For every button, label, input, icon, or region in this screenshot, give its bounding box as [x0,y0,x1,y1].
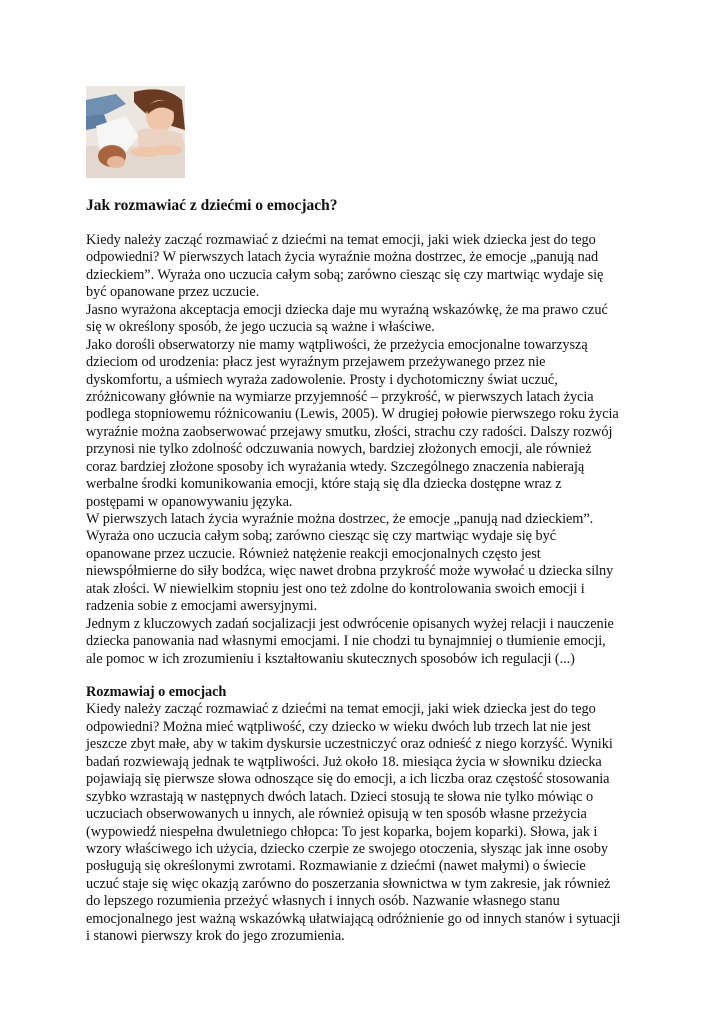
photo-illustration [86,86,185,178]
paragraph-line: wyraźnie można zaobserwować przejawy smutku, złości, strachu czy radości. Dalszy rozwój [86,423,613,440]
paragraph-line: zróżnicowany głównie na wymiarze przyjemność – przykrość, w pierwszych latach życia [86,388,594,405]
article-section-2 [86,684,646,946]
paragraph-line: opanowane przez uczucie. Również natężenie reakcji emocjonalnych często jest [86,545,541,562]
paragraph-line: Wyraża ono uczucia całym sobą; zarówno ciesząc się czy martwiąc wydaje się być [86,528,556,545]
paragraph-line: badań rozwiewają jednak te wątpliwości. Już około 18. miesiąca życia w słowniku dziecka [86,753,602,770]
paragraph-line: postępami w opanowywaniu języka. [86,493,293,510]
paragraph-line: ale pomoc w ich zrozumieniu i kształtowaniu skutecznych sposobów ich regulacji (...) [86,650,575,667]
section-heading: Rozmawiaj o emocjach [86,684,227,700]
article-section-1 [86,232,646,668]
paragraph-line: podlega stopniowemu różnicowaniu (Lewis, 2005). W drugiej połowie pierwszego roku życia [86,406,619,423]
paragraph-line: Kiedy należy zacząć rozmawiać z dziećmi na temat emocji, jaki wiek dziecka jest do tego [86,232,596,248]
article-title: Jak rozmawiać z dziećmi o emocjach? [86,197,338,214]
paragraph-line: wzory właściwego ich użycia, dziecko czerpie ze swojego otoczenia, słysząc jak inne osoby [86,840,608,857]
paragraph-line: dzieckiem”. Wyraża ono uczucia całym sobą; zarówno ciesząc się czy martwiąc wydaje się [86,266,604,283]
paragraph-line: werbalne środki komunikowania emocji, które stają się dla dziecka dostępne wraz z [86,476,562,493]
paragraph-line: i stanowi pierwszy krok do jego zrozumienia. [86,928,345,945]
paragraph-line: do lepszego rozumienia przeżyć własnych i innych osób. Nazwanie własnego stanu [86,893,560,910]
paragraph-line: posługują się określonymi zwrotami. Rozmawianie z dziećmi (nawet małymi) o świecie [86,858,586,875]
paragraph-line: radzenia sobie z emocjami awersyjnymi. [86,598,318,615]
paragraph-line: szybko wzrastają w następnych dwóch latach. Dzieci stosują te słowa nie tylko mówiąc o [86,788,594,805]
paragraph-line: dziecka panowania nad własnymi emocjami. I nie chodzi tu bynajmniej o tłumienie emocji, [86,633,606,650]
paragraph-line: W pierwszych latach życia wyraźnie można dostrzec, że emocje „panują nad dzieckiem”. [86,511,594,527]
paragraph-line: odpowiedni? Można mieć wątpliwość, czy dziecko w wieku dwóch lub trzech lat nie jest [86,718,591,735]
paragraph-line: dzieciom od urodzenia: płacz jest wyraźnym przejawem przeżywanego przez nie [86,354,546,371]
paragraph-line: przynosi nie tylko zdolność odczuwania nowych, bardziej złożonych emocji, ale również [86,441,592,458]
paragraph-line: uczuć staje się więc okazją zarówno do poszerzania słownictwa w tym zakresie, jak również [86,875,611,892]
paragraph-line: pojawiają się pierwsze słowa odnoszące się do emocji, a ich liczba oraz częstość stosowania [86,771,610,788]
paragraph-line: niewspółmierne do siły bodźca, więc nawet drobna przykrość może wywołać u dziecka silny [86,563,614,580]
paragraph-line: Kiedy należy zacząć rozmawiać z dziećmi na temat emocji, jaki wiek dziecka jest do tego [86,701,596,718]
paragraph-line: dyskomfortu, a uśmiech wyraża zadowolenie. Prosty i dychotomiczny świat uczuć, [86,371,558,388]
paragraph-line: coraz bardziej złożone sposoby ich wyrażania wtedy. Szczególnego znaczenia nabierają [86,458,585,475]
paragraph-line: (wypowiedź niespełna dwuletniego chłopca: To jest koparka, bojem koparki). Słowa, jak i [86,823,598,840]
paragraph-line: atak złości. W niewielkim stopniu jest ono też zdolne do kontrolowania swoich emocji i [86,580,585,597]
paragraph-line: Jako dorośli obserwatorzy nie mamy wątpliwości, że przeżycia emocjonalne towarzyszą [86,336,588,353]
paragraph-line: Jednym z kluczowych zadań socjalizacji jest odwrócenie opisanych wyżej relacji i nauczenie [86,615,614,632]
paragraph-line: uczuciach obserwowanych u innych, ale również opisują w ten sposób własne przeżycia [86,806,587,823]
parent-child-photo [86,86,185,178]
paragraph-line: Jasno wyrażona akceptacja emocji dziecka daje mu wyraźną wskazówkę, że ma prawo czuć [86,301,608,318]
paragraph-line: emocjonalnego jest ważną wskazówką ułatwiającą odróżnienie go od innych stanów i sytuacji [86,910,621,927]
paragraph-line: być opanowane przez uczucie. [86,284,260,301]
paragraph-line: jeszcze zbyt małe, aby w takim dyskursie uczestniczyć oraz odnieść z niego korzyść. Wyniki [86,736,613,753]
paragraph-line: odpowiedni? W pierwszych latach życia wyraźnie można dostrzec, że emocje „panują nad [86,249,599,266]
paragraph-line: się w określony sposób, że jego uczucia są ważne i właściwe. [86,319,435,336]
